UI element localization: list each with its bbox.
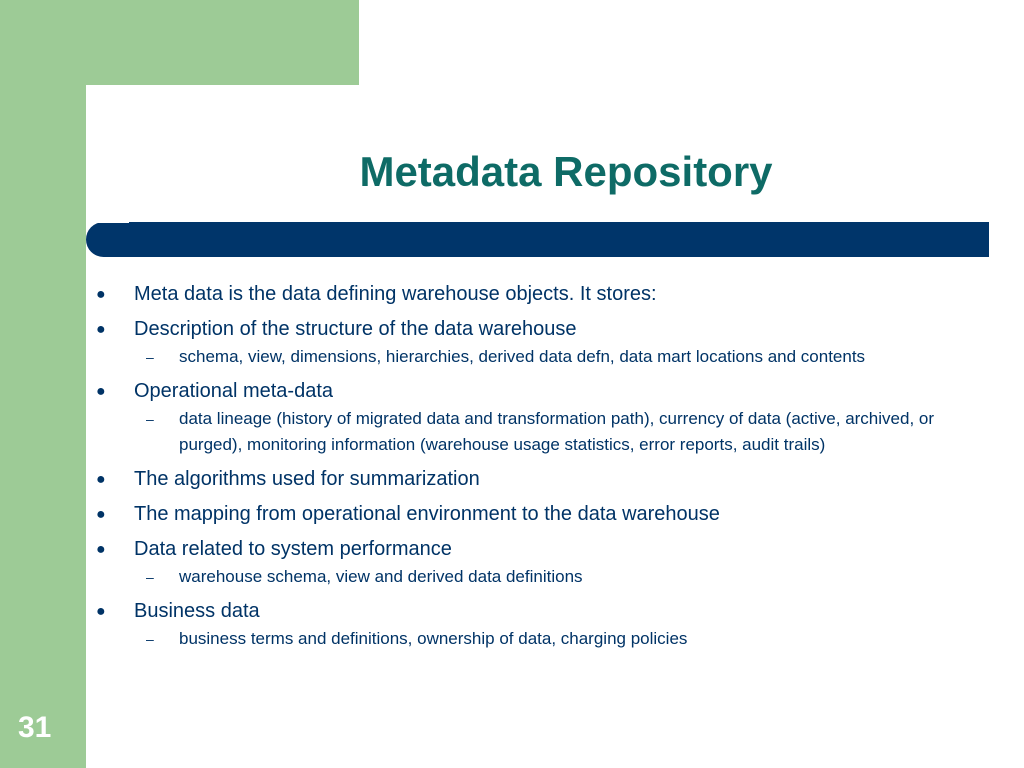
bullet-item [96, 466, 976, 493]
sub-bullet-text: data lineage (history of migrated data and transformation path), currency of data (active, archived, or purged), monitoring information (warehouse usage statistics, error reports, audit trails) [179, 409, 935, 454]
bullet-list [96, 281, 976, 652]
bullet-item [96, 536, 976, 563]
bullet-text: Business data [134, 600, 260, 622]
content-panel-corner [86, 85, 146, 145]
bullet-item [96, 598, 976, 625]
dash-icon: – [146, 349, 154, 365]
dash-icon: – [146, 631, 154, 647]
bullet-item [96, 378, 976, 405]
bullet-item [96, 281, 976, 308]
slide-number: 31 [18, 711, 52, 744]
bullet-text: The algorithms used for summarization [134, 468, 480, 490]
sub-bullet-item [96, 344, 976, 370]
dash-icon: – [146, 411, 154, 427]
bullet-text: The mapping from operational environment to the data warehouse [134, 503, 720, 525]
bullet-icon: ● [96, 506, 106, 523]
slide-title: Metadata Repository [359, 148, 773, 195]
top-green-block [0, 0, 359, 85]
bullet-text: Description of the structure of the data warehouse [134, 318, 577, 340]
sub-bullet-text: warehouse schema, view and derived data definitions [179, 567, 583, 586]
bullet-item [96, 316, 976, 343]
bullet-icon: ● [96, 541, 106, 558]
sub-bullet-text: schema, view, dimensions, hierarchies, derived data defn, data mart locations and contents [179, 347, 866, 366]
left-green-strip [0, 0, 86, 768]
title-underline-bar [86, 222, 989, 257]
title-bar-notch [86, 217, 129, 223]
bullet-icon: ● [96, 383, 106, 400]
bullet-icon: ● [96, 471, 106, 488]
dash-icon: – [146, 569, 154, 585]
bullet-icon: ● [96, 603, 106, 620]
bullet-icon: ● [96, 286, 106, 303]
sub-bullet-item [96, 406, 976, 458]
sub-bullet-text: business terms and definitions, ownership of data, charging policies [179, 629, 688, 648]
bullet-icon: ● [96, 321, 106, 338]
bullet-text: Meta data is the data defining warehouse objects. It stores: [134, 283, 657, 305]
bullet-text: Data related to system performance [134, 538, 452, 560]
bullet-text: Operational meta-data [134, 380, 334, 402]
sub-bullet-item [96, 564, 976, 590]
sub-bullet-item [96, 626, 976, 652]
bullet-item [96, 501, 976, 528]
